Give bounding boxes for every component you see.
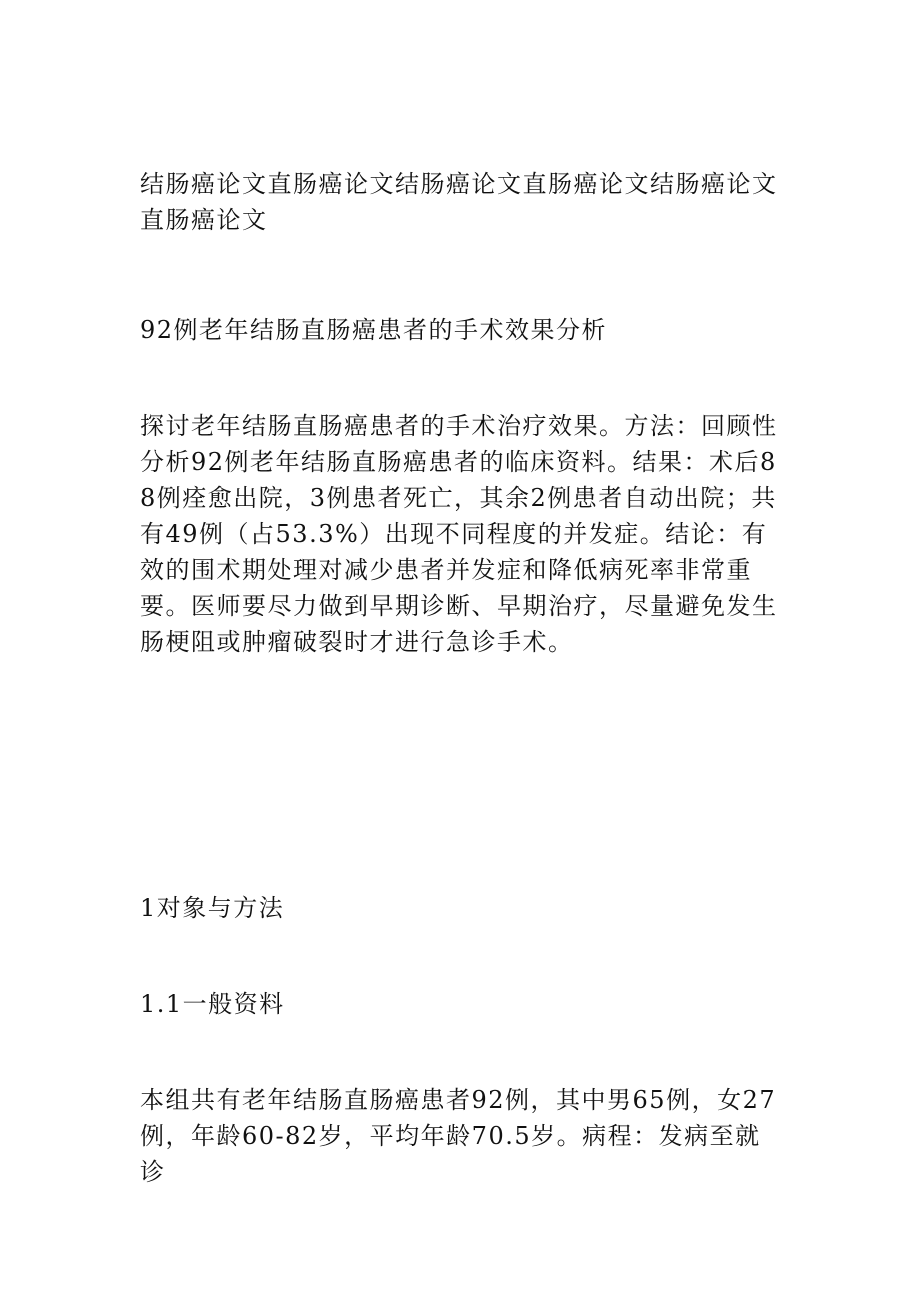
subsection-heading: 1.1一般资料 <box>140 990 285 1018</box>
body-paragraph: 本组共有老年结肠直肠癌患者92例，其中男65例，女27例，年龄60-82岁，平均年龄70.5岁。病程：发病至就诊 <box>140 1086 777 1186</box>
abstract-paragraph: 探讨老年结肠直肠癌患者的手术治疗效果。方法：回顾性分析92例老年结肠直肠癌患者的临床资料。结果：术后88例痊愈出院，3例患者死亡，其余2例患者自动出院；共有49例（占53.3%）出现不同程度的并发症。结论：有效的围术期处理对减少患者并发症和降低病死率非常重要。医师要尽力做到早期诊断、早期治疗，尽量避免发生肠梗阻或肿瘤破裂时才进行急诊手术。 <box>140 412 778 656</box>
article-title: 92例老年结肠直肠癌患者的手术效果分析 <box>140 316 608 344</box>
document-title: 结肠癌论文直肠癌论文结肠癌论文直肠癌论文结肠癌论文直肠癌论文 <box>140 170 778 234</box>
section-heading: 1对象与方法 <box>140 894 285 922</box>
